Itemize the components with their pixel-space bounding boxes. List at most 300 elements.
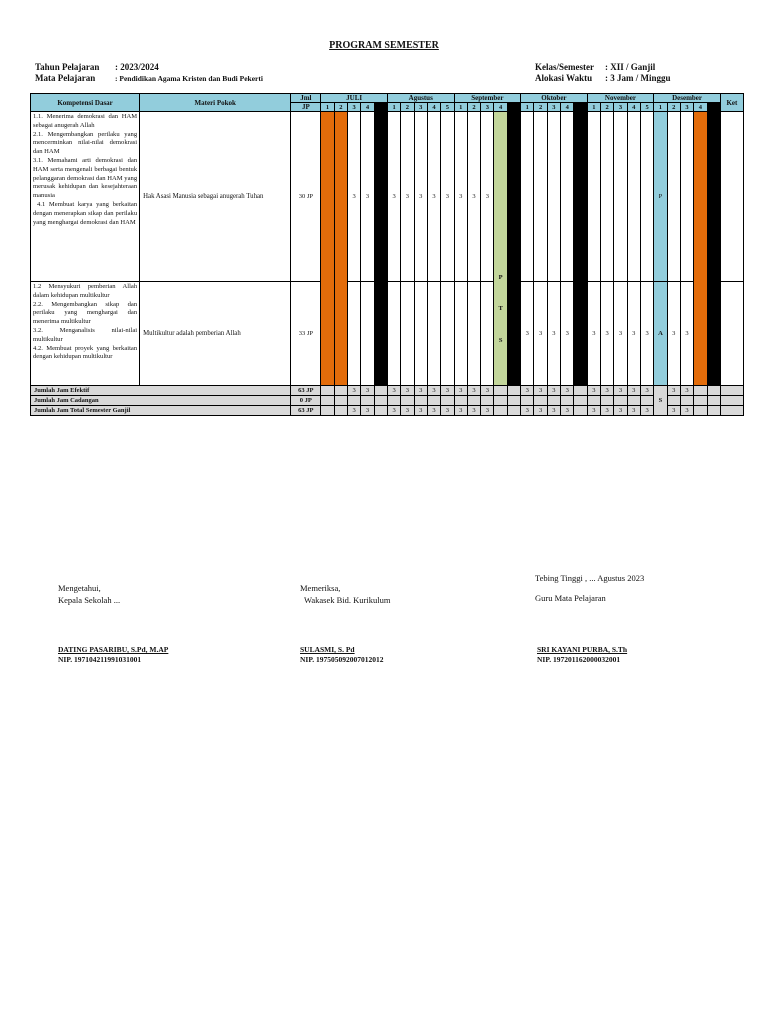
summary-week-cell (534, 396, 547, 406)
week-cell (348, 112, 361, 282)
jp-value: 3 (565, 330, 569, 337)
week-cell (680, 282, 693, 386)
week-cell (534, 282, 547, 386)
jp-value: 3 (405, 387, 410, 394)
jp-value: 3 (365, 193, 370, 200)
ket-cell (720, 282, 743, 386)
kd-item: 3.1. Memahami arti demokrasi dan HAM serta mengenali berbagai bentuk pelanggaran demokrasi dan HAM yang merusak kehidupan dan kesejahteraan manusia (33, 156, 138, 200)
summary-row (31, 396, 744, 406)
week-cell (387, 282, 400, 386)
summary-week-cell (334, 386, 347, 396)
summary-jp: 63 JP (291, 386, 321, 396)
summary-week-cell (587, 386, 600, 396)
jp-value: 3 (472, 387, 476, 394)
week-number (507, 103, 520, 112)
summary-week-cell (334, 406, 347, 416)
week-cell (454, 282, 467, 386)
summary-week-cell (348, 396, 361, 406)
col-jml: Jml (291, 94, 321, 103)
week-cell (561, 282, 574, 386)
week-cell (348, 282, 361, 386)
summary-week-cell (667, 406, 680, 416)
week-cell (414, 282, 427, 386)
summary-week-cell (374, 406, 387, 416)
jp-value: 3 (618, 407, 623, 414)
kd-item: 2.2. Mengembangkan sikap dan perilaku yang menghargai dan menerima multikultur (33, 300, 138, 326)
week-number: 3 (614, 103, 627, 112)
jp-value: 3 (552, 330, 556, 337)
jp-value: 3 (618, 330, 623, 337)
kd-item: 2.1. Mengembangkan perilaku yang mencerminkan nilai-nilai demokrasi dan HAM (33, 130, 138, 156)
summary-week-cell (614, 386, 627, 396)
semester-program-table (30, 93, 744, 416)
week-cell (387, 112, 400, 282)
summary-ket-cell (720, 386, 743, 396)
week-number: 2 (334, 103, 347, 112)
week-cell (414, 112, 427, 282)
kd-item: 3.2. Menganalisis nilai-nilai multikultur (33, 326, 138, 343)
jp-value: 3 (538, 387, 543, 394)
week-cell (441, 112, 454, 282)
pts-cell (494, 112, 507, 386)
week-cell (587, 112, 600, 282)
week-cell (441, 282, 454, 386)
pts-letter: P (498, 273, 503, 281)
jp-value: 3 (592, 407, 596, 414)
jp-cell: 33 JP (291, 282, 321, 386)
week-cell (694, 112, 707, 386)
summary-week-cell (387, 396, 400, 406)
summary-week-cell (561, 396, 574, 406)
jp-value: 3 (485, 387, 489, 394)
summary-week-cell (321, 386, 334, 396)
week-cell (574, 112, 587, 386)
summary-week-cell (574, 406, 587, 416)
week-number: 1 (521, 103, 534, 112)
summary-jp: 0 JP (291, 396, 321, 406)
summary-week-cell (507, 406, 520, 416)
week-cell (587, 282, 600, 386)
summary-week-cell (481, 396, 494, 406)
kd-item: 1.1. Menerima demokrasi dan HAM sebagai anugerah Allah (33, 113, 138, 129)
summary-week-cell (601, 406, 614, 416)
jp-value: 3 (645, 407, 649, 414)
jp-value: 3 (352, 387, 356, 394)
summary-week-cell (454, 386, 467, 396)
kompetensi-dasar-cell (31, 282, 140, 386)
pas-letter: A (658, 330, 663, 337)
summary-week-cell (547, 396, 560, 406)
week-cell (547, 282, 560, 386)
summary-week-cell (574, 396, 587, 406)
jp-value: 3 (618, 387, 623, 394)
summary-label: Jumlah Jam Total Semester Ganjil (31, 406, 291, 416)
week-number: 4 (494, 103, 507, 112)
alokasi-label: Alokasi Waktu (535, 73, 593, 83)
curriculum-line-2: Wakasek Bid. Kurikulum (304, 595, 391, 605)
tahun-label: Tahun Pelajaran (35, 62, 100, 72)
week-number: 4 (627, 103, 640, 112)
week-cell (627, 282, 640, 386)
summary-week-cell (521, 386, 534, 396)
summary-week-cell (547, 406, 560, 416)
headmaster-name: DATING PASARIBU, S.Pd, M.AP (58, 645, 169, 654)
month-header: Agustus (387, 94, 454, 103)
teacher-nip: NIP. 197201162000032001 (537, 655, 621, 664)
summary-jp: 63 JP (291, 406, 321, 416)
mapel-value: : Pendidikan Agama Kristen dan Budi Pekerti (115, 74, 263, 83)
summary-week-cell (387, 406, 400, 416)
summary-week-cell (454, 396, 467, 406)
summary-ket-cell (720, 396, 743, 406)
jp-value: 3 (459, 407, 463, 414)
jp-value: 3 (645, 387, 649, 394)
summary-week-cell (481, 386, 494, 396)
summary-week-cell (401, 396, 414, 406)
week-cell (374, 112, 387, 386)
jp-value: 3 (432, 193, 436, 200)
jp-value: 3 (485, 193, 489, 200)
jp-value: 3 (392, 407, 396, 414)
pts-letter: S (498, 336, 503, 344)
summary-row (31, 406, 744, 416)
summary-week-cell (534, 406, 547, 416)
summary-week-cell (694, 406, 707, 416)
header-left (35, 62, 263, 84)
jp-value: 3 (552, 387, 556, 394)
jp-value: 3 (565, 407, 569, 414)
week-number: 2 (401, 103, 414, 112)
jp-value: 3 (645, 330, 649, 337)
summary-week-cell (587, 396, 600, 406)
month-header: September (454, 94, 521, 103)
teacher-name: SRI KAYANI PURBA, S.Th (537, 645, 628, 654)
jp-value: 3 (605, 330, 609, 337)
summary-week-cell (441, 406, 454, 416)
week-cell (667, 282, 680, 386)
week-number: 2 (534, 103, 547, 112)
jp-value: 3 (672, 387, 676, 394)
month-header: Desember (654, 94, 721, 103)
kelas-label: Kelas/Semester (535, 62, 594, 72)
pas-cell (654, 282, 667, 386)
jp-value: 3 (419, 387, 423, 394)
week-cell (521, 112, 534, 282)
jp-value: 3 (459, 387, 463, 394)
summary-week-cell (507, 386, 520, 396)
week-cell (614, 112, 627, 282)
week-cell (481, 112, 494, 282)
jp-value: 3 (365, 407, 370, 414)
week-cell (401, 282, 414, 386)
headmaster-line-1: Mengetahui, (58, 583, 101, 593)
week-number: 3 (481, 103, 494, 112)
summary-week-cell (441, 396, 454, 406)
week-cell (507, 112, 520, 386)
summary-week-cell (507, 396, 520, 406)
jp-value: 3 (405, 193, 410, 200)
col-materi-pokok: Materi Pokok (140, 94, 291, 112)
week-cell (321, 112, 334, 386)
week-number: 4 (361, 103, 374, 112)
jp-value: 3 (685, 330, 689, 337)
jp-value: 3 (632, 330, 636, 337)
mapel-label: Mata Pelajaran (35, 73, 96, 83)
summary-week-cell (707, 396, 720, 406)
pas-letter: P (658, 193, 663, 200)
week-number (374, 103, 387, 112)
week-number: 2 (467, 103, 480, 112)
doc-title: PROGRAM SEMESTER (329, 40, 439, 51)
week-number (707, 103, 720, 112)
summary-week-cell (401, 406, 414, 416)
summary-week-cell (334, 396, 347, 406)
jp-value: 3 (685, 387, 689, 394)
summary-week-cell (521, 406, 534, 416)
summary-label: Jumlah Jam Efektif (31, 386, 291, 396)
kelas-value: : XII / Ganjil (605, 62, 656, 72)
week-cell (401, 112, 414, 282)
col-ket: Ket (720, 94, 743, 112)
summary-week-cell (414, 396, 427, 406)
materi-pokok-cell: Hak Asasi Manusia sebagai anugerah Tuhan (140, 112, 291, 282)
summary-week-cell (374, 396, 387, 406)
summary-week-cell (521, 396, 534, 406)
week-number: 2 (601, 103, 614, 112)
summary-week-cell (707, 386, 720, 396)
jp-value: 3 (392, 387, 396, 394)
summary-week-cell (614, 406, 627, 416)
summary-week-cell (361, 406, 374, 416)
week-number: 1 (454, 103, 467, 112)
summary-week-cell (387, 386, 400, 396)
pts-letter: T (498, 305, 503, 312)
curriculum-sign (300, 645, 383, 665)
signer-curriculum (300, 582, 390, 606)
summary-week-cell (427, 406, 440, 416)
pas-letter: S (658, 397, 663, 404)
summary-week-cell (481, 406, 494, 416)
week-cell (361, 282, 374, 386)
summary-week-cell (361, 396, 374, 406)
summary-week-cell (467, 406, 480, 416)
summary-week-cell (561, 386, 574, 396)
jp-value: 3 (445, 387, 449, 394)
teacher-sign (537, 645, 627, 665)
week-number: 1 (654, 103, 667, 112)
summary-week-cell (401, 386, 414, 396)
col-kompetensi-dasar: Kompetensi Dasar (31, 94, 140, 112)
summary-week-cell (640, 406, 653, 416)
jp-value: 3 (605, 407, 609, 414)
summary-week-cell (601, 396, 614, 406)
summary-week-cell (694, 386, 707, 396)
jp-value: 3 (352, 407, 356, 414)
summary-row (31, 386, 744, 396)
pas-cell (654, 112, 667, 282)
summary-week-cell (667, 386, 680, 396)
summary-week-cell (627, 396, 640, 406)
jp-value: 3 (485, 407, 489, 414)
summary-week-cell (348, 406, 361, 416)
jp-value: 3 (459, 193, 463, 200)
summary-week-cell (574, 386, 587, 396)
summary-week-cell (667, 396, 680, 406)
tahun-value: : 2023/2024 (115, 62, 159, 72)
week-cell (601, 282, 614, 386)
week-number: 3 (348, 103, 361, 112)
week-number: 1 (587, 103, 600, 112)
kd-item: 4.2. Membuat proyek yang berkaitan dengan kehidupan multikultur (33, 344, 138, 361)
materi-pokok-cell: Multikultur adalah pemberian Allah (140, 282, 291, 386)
summary-week-cell (361, 386, 374, 396)
pts-label (494, 274, 506, 344)
week-cell (601, 112, 614, 282)
summary-week-cell (601, 386, 614, 396)
week-cell (614, 282, 627, 386)
week-number (574, 103, 587, 112)
week-cell (521, 282, 534, 386)
jp-value: 3 (352, 193, 356, 200)
jp-value: 3 (365, 387, 370, 394)
header-right (535, 62, 671, 84)
week-cell (467, 112, 480, 282)
summary-week-cell (614, 396, 627, 406)
week-cell (467, 282, 480, 386)
week-number: 1 (387, 103, 400, 112)
jp-value: 3 (472, 193, 476, 200)
summary-ket-cell (720, 406, 743, 416)
place-date: Tebing Tinggi , ... Agustus 2023 (535, 573, 645, 583)
kd-item: 1.2 Mensyukuri pemberian Allah dalam kehidupan multikultur (33, 283, 138, 299)
alokasi-value: : 3 Jam / Minggu (605, 73, 671, 83)
summary-week-cell (494, 396, 507, 406)
kd-item: 4.1 Membuat karya yang berkaitan dengan menerapkan sikap dan perilaku yang menghargai demokrasi dan HAM (33, 200, 138, 226)
summary-week-cell (587, 406, 600, 416)
summary-week-cell (454, 406, 467, 416)
jp-value: 3 (432, 387, 436, 394)
headmaster-sign (58, 645, 168, 665)
kd-row (31, 112, 744, 282)
jp-value: 3 (672, 330, 676, 337)
summary-week-cell (694, 396, 707, 406)
jp-value: 3 (445, 193, 449, 200)
jp-value: 3 (685, 407, 689, 414)
summary-week-cell (414, 406, 427, 416)
jp-value: 3 (565, 387, 569, 394)
jp-value: 3 (672, 407, 676, 414)
ket-cell (720, 112, 743, 282)
kd-row (31, 282, 744, 386)
header-row (31, 94, 744, 103)
jp-value: 3 (632, 387, 636, 394)
summary-week-cell (640, 396, 653, 406)
summary-week-cell (427, 386, 440, 396)
week-cell (534, 112, 547, 282)
summary-label: Jumlah Jam Cadangan (31, 396, 291, 406)
jp-value: 3 (392, 193, 396, 200)
summary-week-cell (680, 386, 693, 396)
summary-week-cell (441, 386, 454, 396)
week-number: 4 (427, 103, 440, 112)
jp-value: 3 (538, 330, 543, 337)
jp-value: 3 (445, 407, 449, 414)
summary-week-cell (680, 406, 693, 416)
week-number: 5 (640, 103, 653, 112)
signer-headmaster (58, 582, 120, 606)
week-cell (334, 112, 347, 386)
curriculum-name: SULASMI, S. Pd (300, 645, 355, 654)
jp-cell: 30 JP (291, 112, 321, 282)
col-jp: JP (291, 103, 321, 112)
summary-week-cell (561, 406, 574, 416)
summary-week-cell (427, 396, 440, 406)
week-cell (427, 112, 440, 282)
teacher-line-1: Guru Mata Pelajaran (535, 593, 606, 603)
kompetensi-dasar-cell (31, 112, 140, 282)
summary-week-cell (534, 386, 547, 396)
week-cell (547, 112, 560, 282)
summary-week-cell (640, 386, 653, 396)
summary-week-cell (467, 396, 480, 406)
month-header: Oktober (521, 94, 588, 103)
summary-week-cell (494, 386, 507, 396)
summary-week-cell (467, 386, 480, 396)
week-cell (361, 112, 374, 282)
week-cell (627, 112, 640, 282)
summary-week-cell (707, 406, 720, 416)
week-number: 4 (694, 103, 707, 112)
week-cell (561, 112, 574, 282)
jp-value: 3 (552, 407, 556, 414)
jp-value: 3 (419, 407, 423, 414)
summary-week-cell (680, 396, 693, 406)
jp-value: 3 (432, 407, 436, 414)
curriculum-nip: NIP. 197505092007012012 (300, 655, 384, 664)
jp-value: 3 (538, 407, 543, 414)
week-cell (680, 112, 693, 282)
pas-summary-cell (654, 386, 667, 416)
headmaster-line-2: Kepala Sekolah ... (58, 595, 121, 605)
week-number: 5 (441, 103, 454, 112)
week-number: 4 (561, 103, 574, 112)
jp-value: 3 (592, 387, 596, 394)
week-cell (640, 112, 653, 282)
week-number: 3 (680, 103, 693, 112)
signer-teacher (535, 592, 606, 604)
summary-week-cell (494, 406, 507, 416)
summary-week-cell (321, 406, 334, 416)
summary-week-cell (321, 396, 334, 406)
month-header: November (587, 94, 654, 103)
jp-value: 3 (525, 407, 529, 414)
week-cell (667, 112, 680, 282)
summary-week-cell (627, 406, 640, 416)
week-cell (427, 282, 440, 386)
jp-value: 3 (525, 330, 529, 337)
week-number: 2 (667, 103, 680, 112)
week-cell (707, 112, 720, 386)
jp-value: 3 (405, 407, 410, 414)
week-number: 3 (547, 103, 560, 112)
summary-week-cell (627, 386, 640, 396)
summary-week-cell (348, 386, 361, 396)
jp-value: 3 (632, 407, 636, 414)
week-cell (481, 282, 494, 386)
summary-week-cell (414, 386, 427, 396)
month-header: JULI (321, 94, 388, 103)
jp-value: 3 (592, 330, 596, 337)
